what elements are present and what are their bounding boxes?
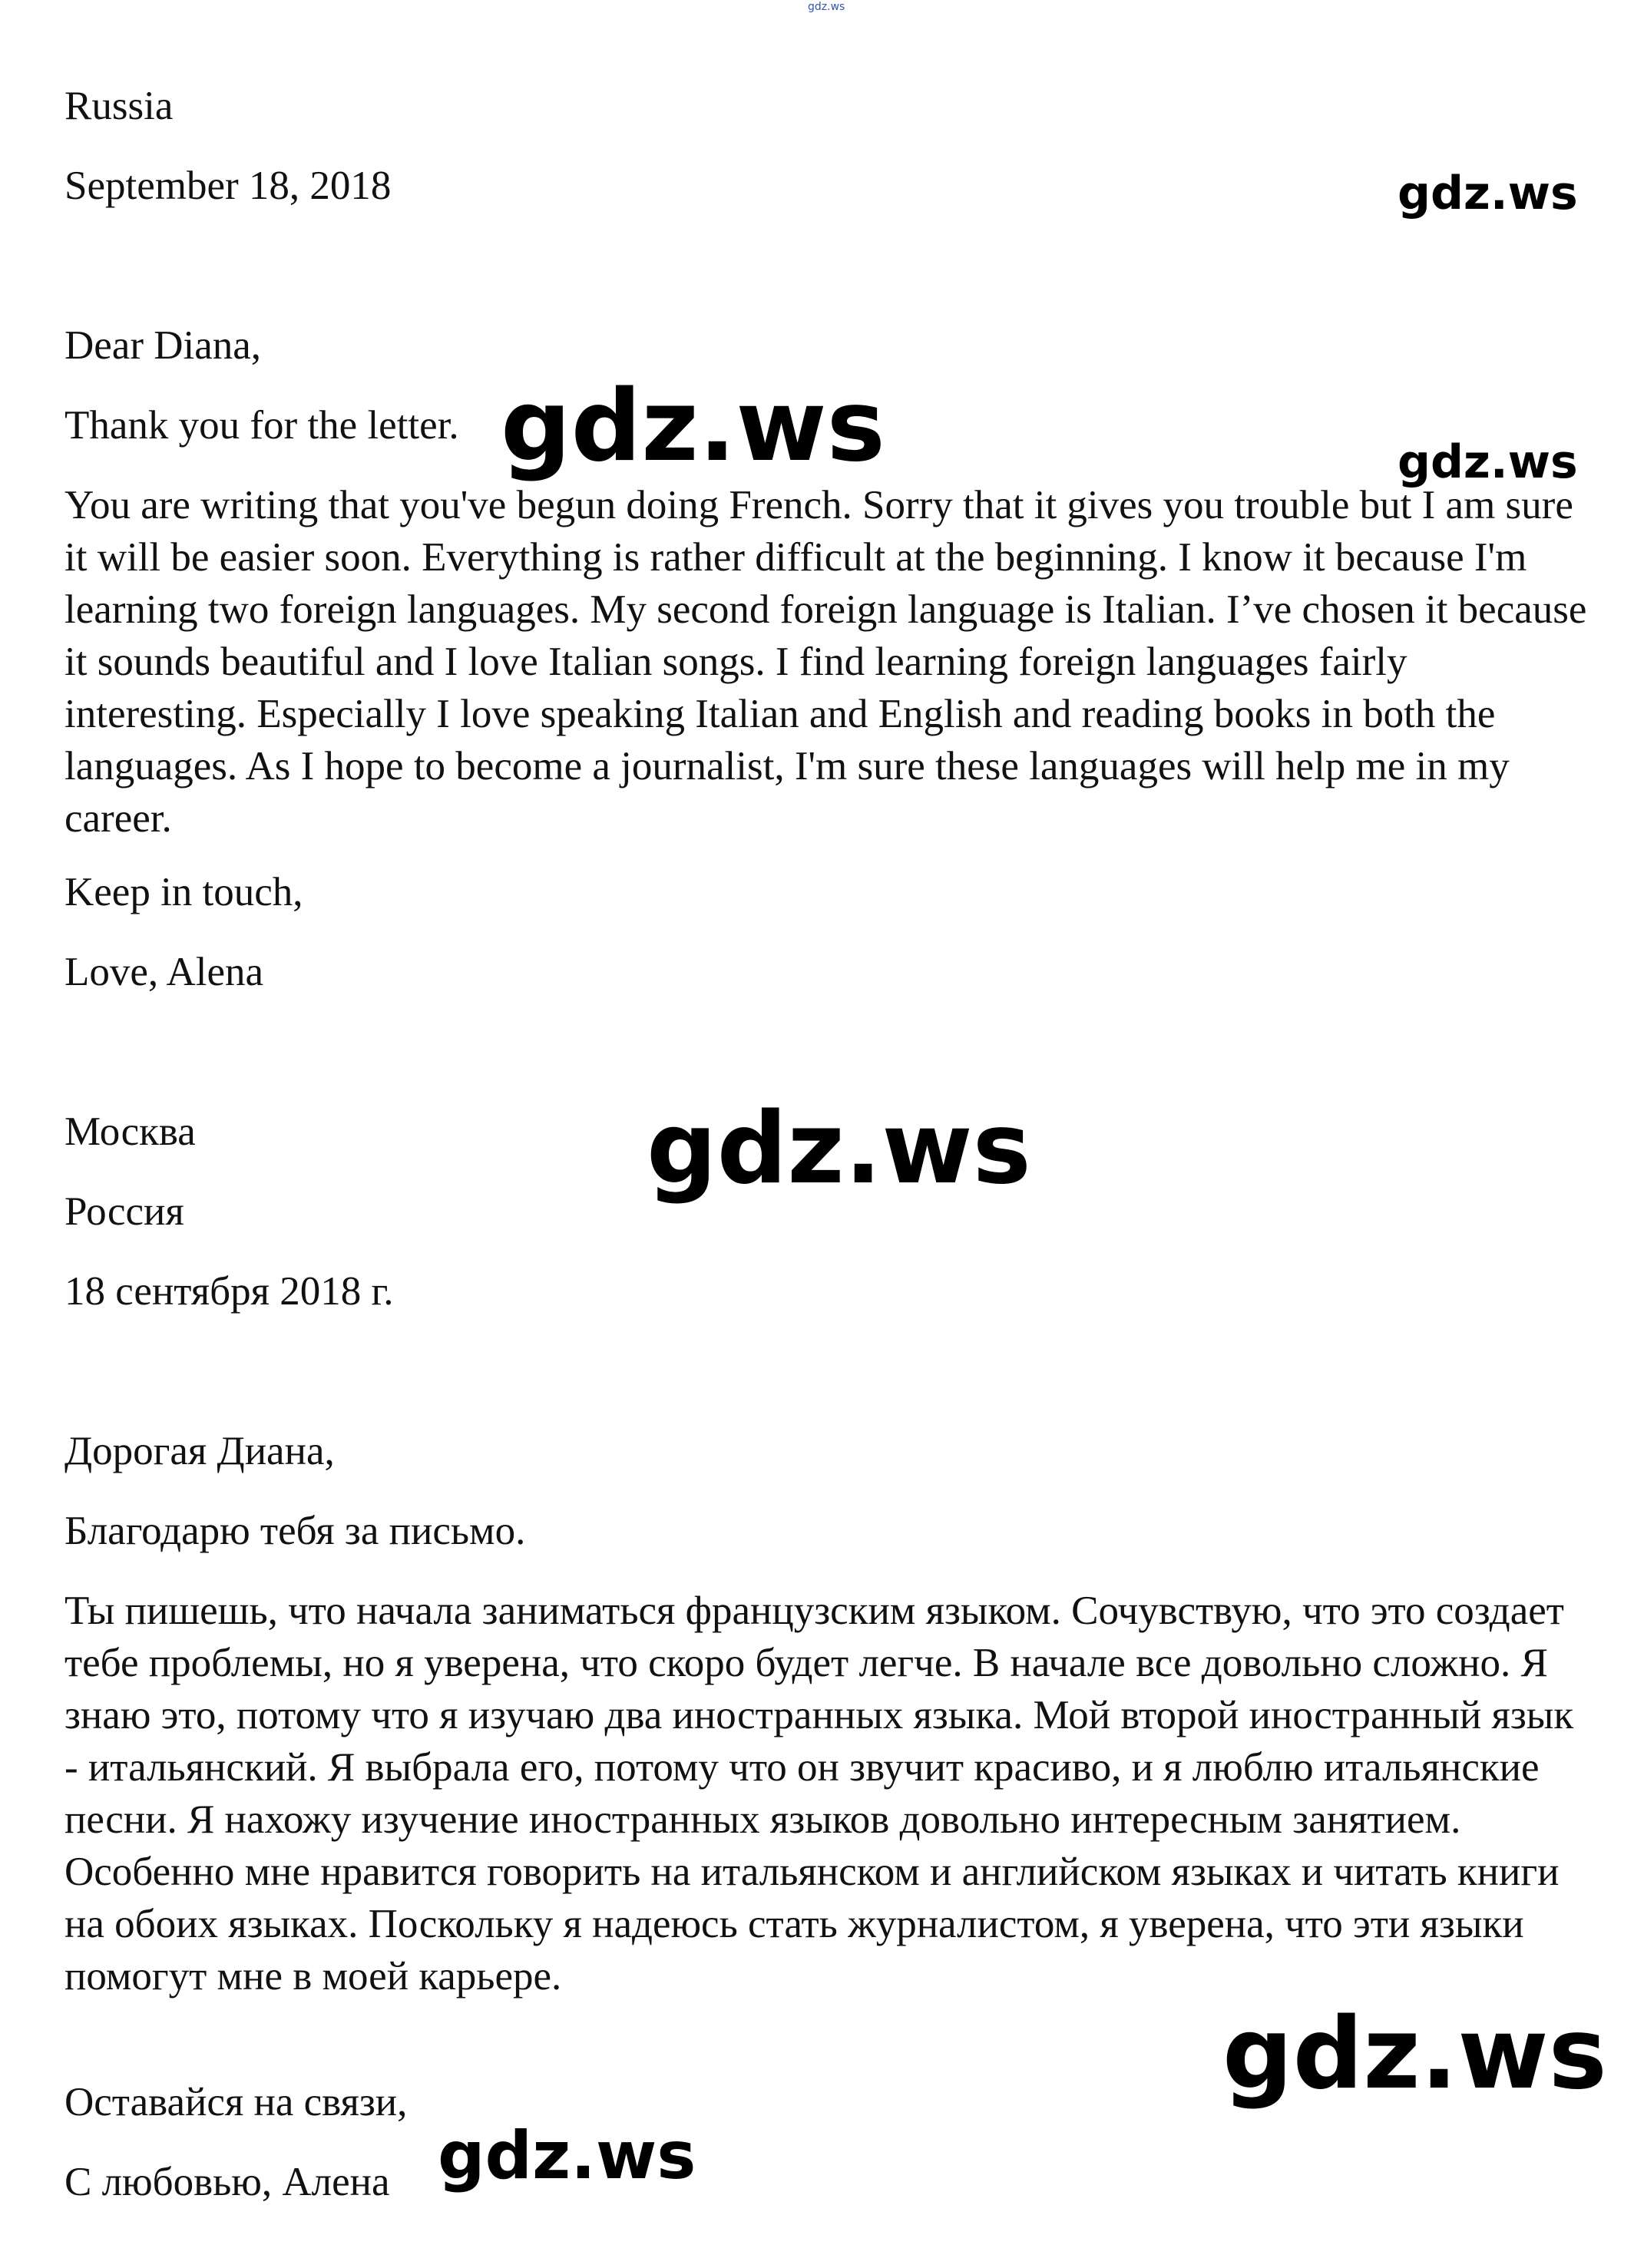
letter-date: September 18, 2018 bbox=[65, 164, 392, 208]
letter-body-ru: Ты пишешь, что начала заниматься французским языком. Сочувствую, что это создает тебе проблемы, но я уверена, что скоро будет легче. В начале все довольно сложно. Я знаю это, потому что я изучаю два иностранных языка. Мой второй иностранный язык - итальянский. Я выбрала его, потому что он звучит красиво, и я люблю итальянские песни. Я нахожу изучение иностранных языков довольно интересным занятием. Особенно мне нравится говорить на итальянском и английском языках и читать книги на обоих языках. Поскольку я надеюсь стать журналистом, я уверена, что эти языки помогут мне в моей карьере. bbox=[65, 1589, 1574, 1999]
letter-closing-ru: Оставайся на связи, bbox=[65, 2080, 408, 2124]
letter-greeting-ru: Дорогая Диана, bbox=[65, 1429, 335, 1473]
letter-signature-ru: С любовью, Алена bbox=[65, 2160, 390, 2204]
letter-greeting: Dear Diana, bbox=[65, 323, 262, 368]
watermark-top-tiny: gdz.ws bbox=[808, 1, 845, 13]
letter-country: Россия bbox=[65, 1189, 184, 1234]
watermark-bottom-signature: gdz.ws bbox=[438, 2118, 696, 2194]
letter-body: You are writing that you've begun doing French. Sorry that it gives you trouble but I am sure it will be easier soon. Everything is rather difficult at the beginning. I know it because I'm learning two foreign languages. My second foreign language is Italian. I’ve chosen it because it sounds beautiful and I love Italian songs. I find learning foreign languages fairly interesting. Especially I love speaking Italian and English and reading books in both the languages. As I hope to become a journalist, I'm sure these languages will help me in my career. bbox=[65, 483, 1587, 841]
letter-opening-ru: Благодарю тебя за письмо. bbox=[65, 1509, 526, 1553]
watermark-bottom-right: gdz.ws bbox=[1222, 1997, 1607, 2111]
watermark-center: gdz.ws bbox=[647, 1092, 1031, 1206]
letter-signature: Love, Alena bbox=[65, 950, 264, 994]
letter-closing: Keep in touch, bbox=[65, 870, 303, 914]
watermark-inline-large: gdz.ws bbox=[501, 369, 885, 484]
letter-date-ru: 18 сентября 2018 г. bbox=[65, 1269, 394, 1314]
letter-opening: Thank you for the letter. bbox=[65, 403, 459, 448]
watermark-top-right: gdz.ws bbox=[1398, 167, 1578, 220]
watermark-right-small: gdz.ws bbox=[1398, 435, 1578, 489]
letter-place: Russia bbox=[65, 84, 174, 128]
letter-city: Москва bbox=[65, 1109, 196, 1154]
